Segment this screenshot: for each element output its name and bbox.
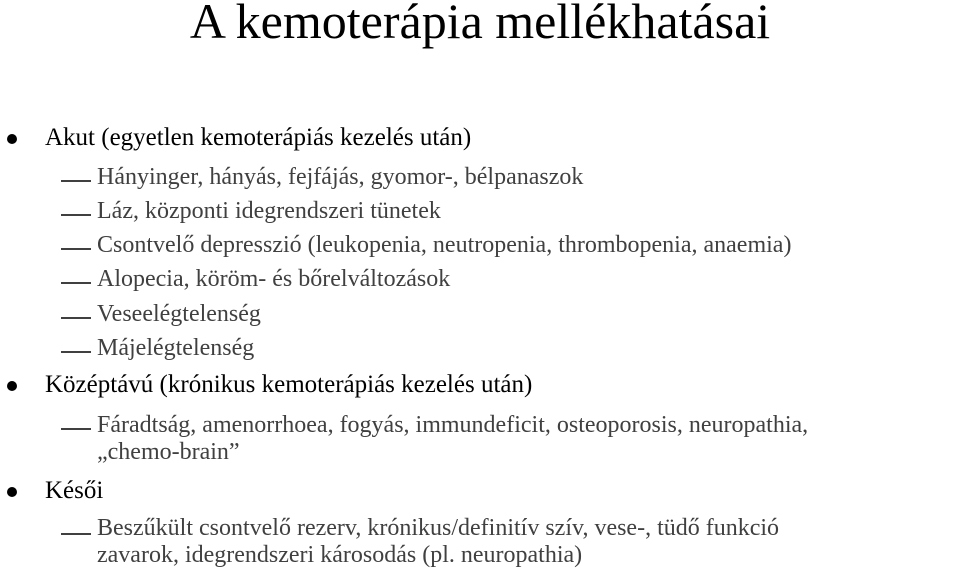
bullet-text: Késői bbox=[45, 477, 104, 504]
dash-icon bbox=[61, 180, 91, 182]
bullet-text: Akut (egyetlen kemoterápiás kezelés után) bbox=[45, 124, 472, 151]
sub-item-text-continuation: „chemo-brain” bbox=[97, 439, 240, 465]
dash-icon bbox=[61, 351, 91, 353]
sub-item-text-continuation: zavarok, idegrendszeri károsodás (pl. neuropathia) bbox=[97, 542, 583, 568]
dash-icon bbox=[61, 428, 91, 430]
sub-item-text: Fáradtság, amenorrhoea, fogyás, immundeficit, osteoporosis, neuropathia, bbox=[97, 412, 809, 438]
dash-icon bbox=[61, 317, 91, 319]
bullet-dot-icon bbox=[7, 487, 17, 497]
dash-icon bbox=[61, 214, 91, 216]
dash-icon bbox=[61, 533, 91, 535]
dash-icon bbox=[61, 282, 91, 284]
bullet-dot-icon bbox=[7, 381, 17, 391]
dash-icon bbox=[61, 248, 91, 250]
sub-item-text: Beszűkült csontvelő rezerv, krónikus/definitív szív, vese-, tüdő funkció bbox=[97, 515, 780, 541]
sub-item-text: Hányinger, hányás, fejfájás, gyomor-, bélpanaszok bbox=[97, 164, 584, 190]
sub-item-text: Láz, központi idegrendszeri tünetek bbox=[97, 198, 441, 224]
bullet-text: Középtávú (krónikus kemoterápiás kezelés után) bbox=[45, 371, 533, 398]
sub-item-text: Csontvelő depresszió (leukopenia, neutropenia, thrombopenia, anaemia) bbox=[97, 232, 792, 258]
sub-item-text: Veseelégtelenség bbox=[97, 301, 261, 327]
slide-title: A kemoterápia mellékhatásai bbox=[189, 0, 771, 49]
sub-item-text: Alopecia, köröm- és bőrelváltozások bbox=[97, 266, 451, 292]
sub-item-text: Májelégtelenség bbox=[97, 335, 255, 361]
bullet-dot-icon bbox=[7, 134, 17, 144]
